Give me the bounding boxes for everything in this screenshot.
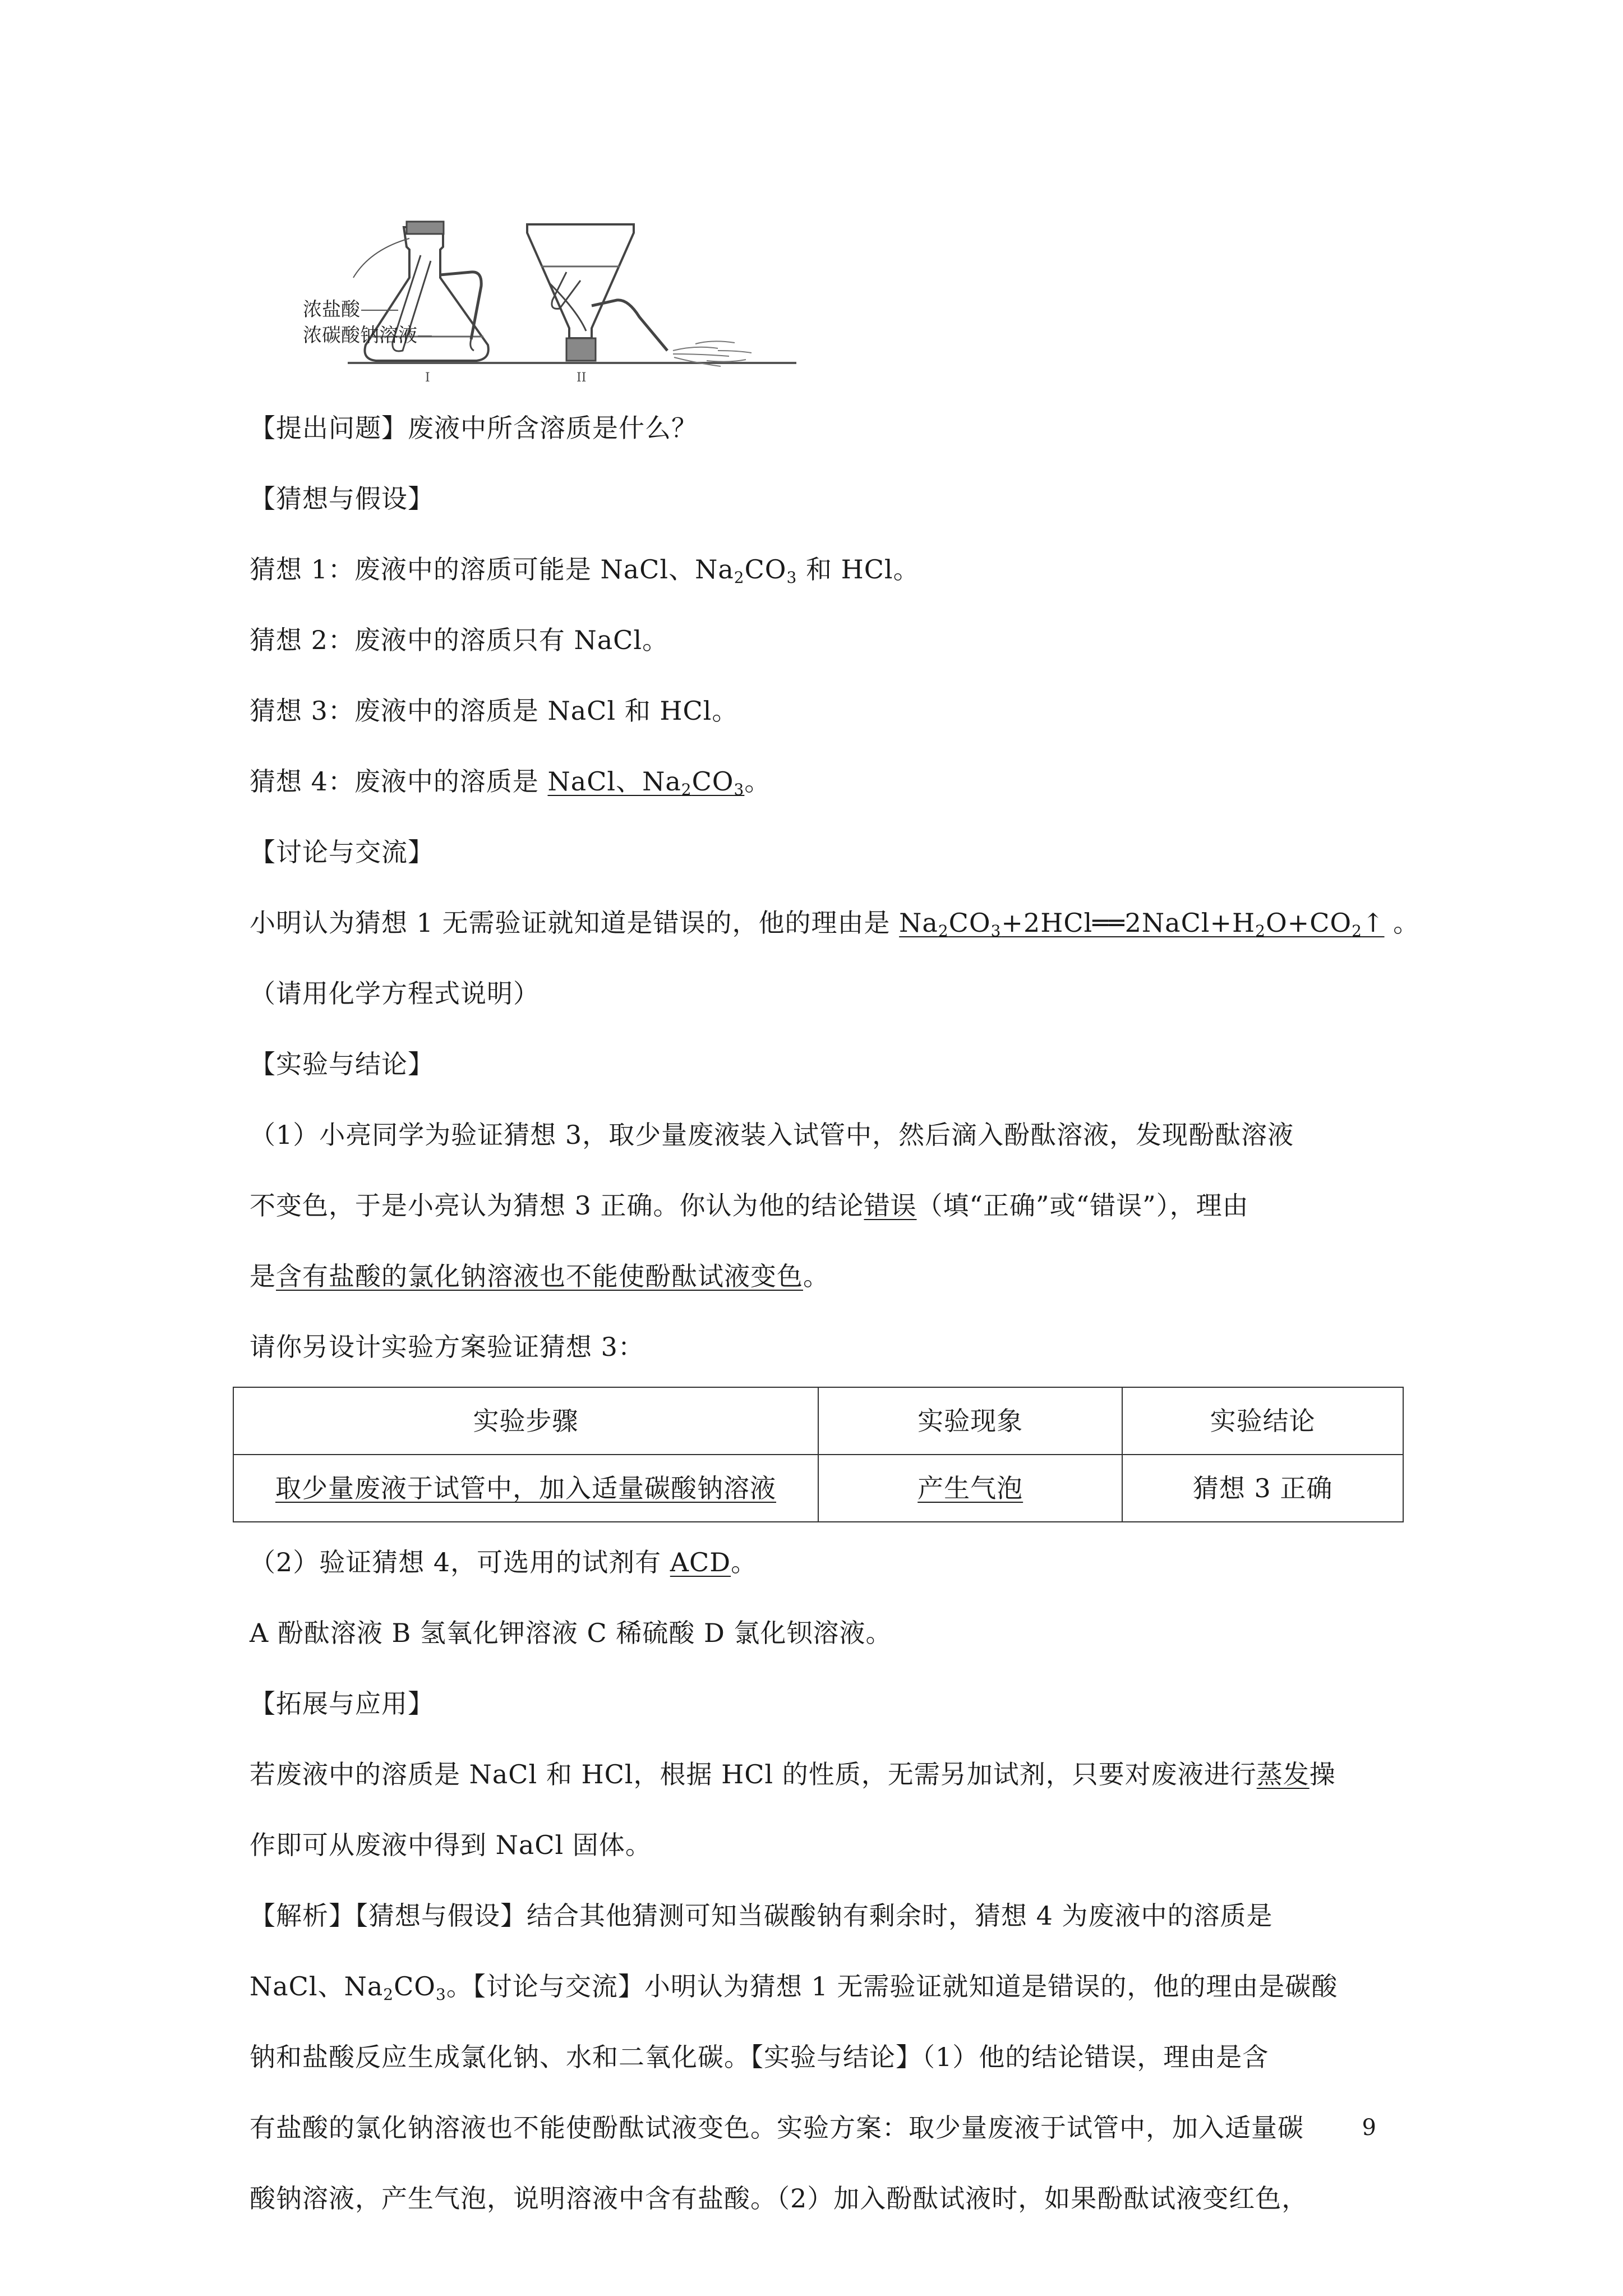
eq-d: O+CO (1265, 908, 1352, 938)
hypothesis-2: 猜想 2：废液中的溶质只有 NaCl。 (250, 625, 669, 655)
h4-answer-sub2: 3 (734, 780, 745, 799)
h1-text: 猜想 1：废液中的溶质可能是 NaCl、Na (250, 554, 734, 585)
table-phenomenon-answer: 产生气泡 (917, 1473, 1023, 1503)
question-2-line (250, 1527, 1377, 1598)
h1-sub: 2 (734, 568, 745, 587)
extension-heading: 【拓展与应用】 (250, 1688, 434, 1719)
analysis-line-3: 钠和盐酸反应生成氯化钠、水和二氧化碳。【实验与结论】（1）他的结论错误，理由是含 (250, 2042, 1269, 2072)
table-header-row (233, 1387, 1403, 1455)
h1-sub2: 3 (786, 568, 797, 587)
discussion-suffix: 。 (1384, 908, 1420, 938)
hypothesis-3: 猜想 3：废液中的溶质是 NaCl 和 HCl。 (250, 696, 739, 726)
h4-answer-sub: 2 (681, 780, 692, 799)
label-carbonate: 浓碳酸钠溶液 (303, 324, 417, 347)
analysis-2-b: CO (394, 1971, 436, 2001)
q2-answer: ACD (670, 1547, 731, 1577)
discussion-heading: 【讨论与交流】 (250, 837, 434, 867)
body-text (250, 393, 1420, 2234)
h4-suffix: 。 (744, 766, 771, 797)
h4-text: 猜想 4：废液中的溶质是 (250, 766, 548, 797)
eq-sub3: 2 (1255, 922, 1266, 940)
reagent-options: A 酚酞溶液 B 氢氧化钾溶液 C 稀硫酸 D 氯化钡溶液。 (250, 1618, 892, 1648)
experiment-1-line-3 (250, 1241, 1377, 1312)
analysis-2-sub2: 3 (436, 1985, 446, 2004)
table-row (233, 1455, 1403, 1522)
apparatus-diagram (303, 216, 875, 384)
label-flask-1: I (425, 371, 430, 384)
table-header-steps: 实验步骤 (233, 1387, 818, 1455)
experiment-table (233, 1387, 1404, 1522)
page-number: 9 (1362, 2115, 1376, 2141)
eq-sub4: 2 (1352, 922, 1362, 940)
h4-answer-a: NaCl、Na (547, 766, 681, 797)
analysis-line-2 (250, 1951, 1377, 2022)
exp1-line3-text: 是 (250, 1261, 276, 1291)
apparatus-figure (303, 216, 875, 384)
discussion-line (250, 887, 1420, 958)
experiment-heading: 【实验与结论】 (250, 1049, 434, 1079)
extension-text: 若废液中的溶质是 NaCl 和 HCl，根据 HCl 的性质，无需另加试剂，只要对废液进行 (250, 1759, 1257, 1789)
design-prompt: 请你另设计实验方案验证猜想 3： (250, 1332, 644, 1362)
exp1-answer-1: 错误 (864, 1190, 917, 1221)
table-steps-answer: 取少量废液于试管中，加入适量碳酸钠溶液 (275, 1473, 776, 1503)
exp1-line2-suffix: （填“正确”或“错误”），理由 (916, 1190, 1249, 1221)
equation-answer (899, 908, 1384, 938)
extension-answer: 蒸发 (1256, 1759, 1310, 1789)
exp1-answer-2: 含有盐酸的氯化钠溶液也不能使酚酞试液变色 (276, 1261, 803, 1291)
eq-b: CO (948, 908, 991, 938)
analysis-line-1: 【解析】【猜想与假设】结合其他猜测可知当碳酸钠有剩余时，猜想 4 为废液中的溶质是 (250, 1901, 1273, 1931)
eq-sub2: 3 (990, 922, 1002, 940)
exp1-line3-suffix: 。 (803, 1261, 829, 1291)
q2-suffix: 。 (731, 1547, 758, 1577)
hypothesis-1 (250, 534, 1377, 605)
table-cell-steps (233, 1455, 818, 1522)
label-flask-2: II (577, 371, 587, 384)
analysis-2-c: 。【讨论与交流】小明认为猜想 1 无需验证就知道是错误的，他的理由是碳酸 (446, 1971, 1338, 2001)
extension-suffix: 操 (1309, 1759, 1336, 1789)
experiment-1-line-1: （1）小亮同学为验证猜想 3，取少量废液装入试管中，然后滴入酚酞溶液，发现酚酞溶液 (250, 1120, 1294, 1150)
experiment-1-line-2 (250, 1170, 1377, 1241)
question-text: 废液中所含溶质是什么？ (408, 413, 698, 443)
question-heading: 【提出问题】 (250, 413, 408, 443)
analysis-2-a: NaCl、Na (250, 1971, 384, 2001)
h4-answer (548, 766, 745, 797)
h4-answer-b: CO (691, 766, 734, 797)
analysis-2-sub: 2 (383, 1985, 394, 2004)
discussion-note: （请用化学方程式说明） (250, 978, 540, 1009)
analysis-line-5: 酸钠溶液，产生气泡，说明溶液中含有盐酸。（2）加入酚酞试液时，如果酚酞试液变红色， (250, 2183, 1308, 2214)
exp1-line2-text: 不变色，于是小亮认为猜想 3 正确。你认为他的结论 (250, 1190, 864, 1221)
eq-a: Na (899, 908, 938, 938)
h1-suffix: 和 HCl。 (797, 554, 920, 585)
extension-line-2: 作即可从废液中得到 NaCl 固体。 (250, 1830, 652, 1860)
eq-sub1: 2 (938, 922, 949, 940)
q2-text: （2）验证猜想 4，可选用的试剂有 (250, 1547, 670, 1577)
analysis-line-4: 有盐酸的氯化钠溶液也不能使酚酞试液变色。实验方案：取少量废液于试管中，加入适量碳 (250, 2113, 1304, 2143)
h1-mid: CO (744, 554, 787, 585)
hypothesis-4 (250, 746, 1377, 817)
label-acid: 浓盐酸 (303, 298, 360, 321)
eq-c: +2HCl══2NaCl+H (1001, 908, 1256, 938)
question-line (250, 393, 1377, 463)
table-cell-conclusion: 猜想 3 正确 (1122, 1455, 1403, 1522)
table-header-conclusion: 实验结论 (1122, 1387, 1403, 1455)
extension-line-1 (250, 1739, 1377, 1810)
table-header-phenomenon: 实验现象 (818, 1387, 1122, 1455)
table-cell-phenomenon (818, 1455, 1122, 1522)
eq-arrow: ↑ (1362, 908, 1385, 938)
hypothesis-heading: 【猜想与假设】 (250, 484, 434, 514)
discussion-text: 小明认为猜想 1 无需验证就知道是错误的，他的理由是 (250, 908, 900, 938)
